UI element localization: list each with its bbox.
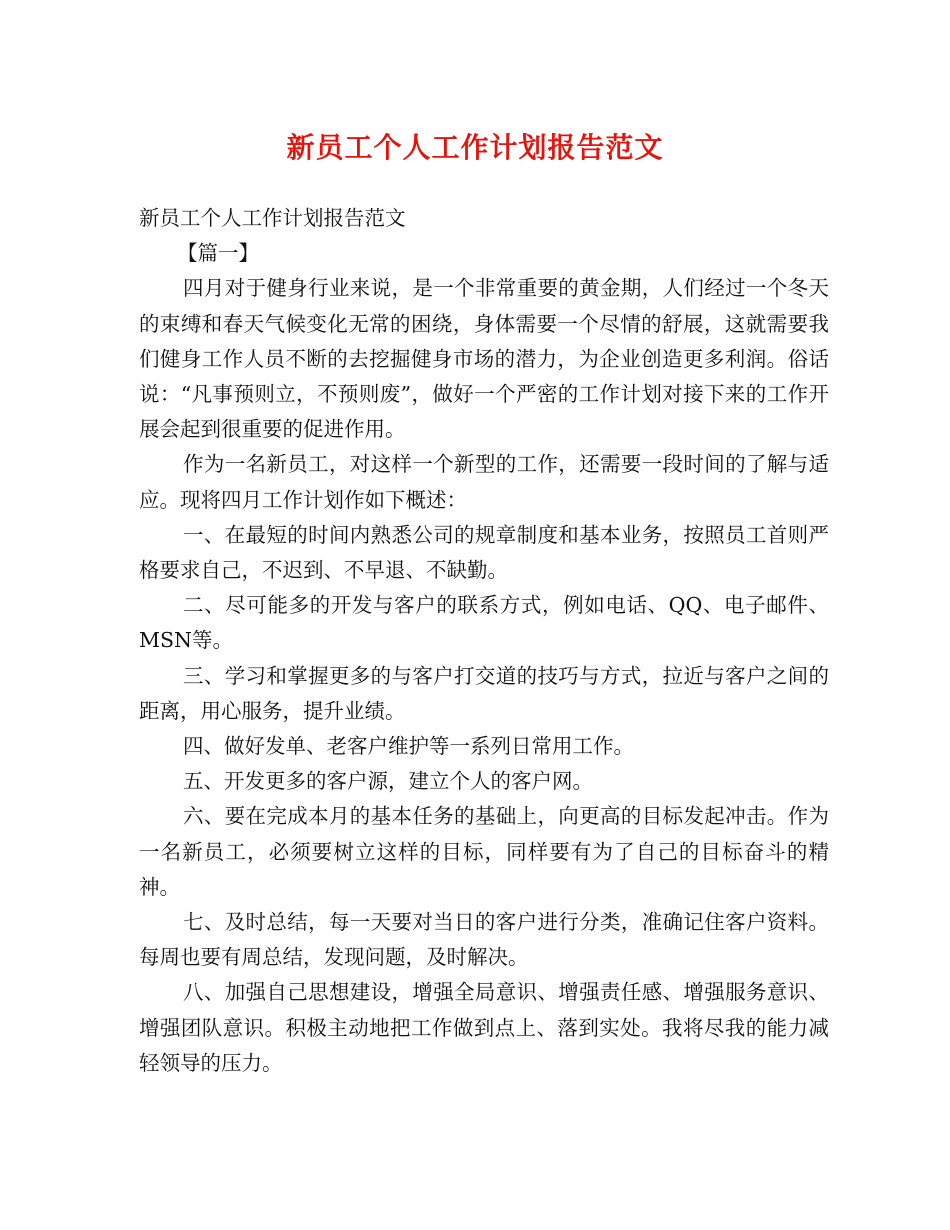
paragraph-intro: 四月对于健身行业来说，是一个非常重要的黄金期，人们经过一个冬天的束缚和春天气候变化无常的困绕，身体需要一个尽情的舒展，这就需要我们健身工作人员不断的去挖掘健身市场的潜力，为企业创造更多利润。俗话说：“凡事预则立，不预则废”，做好一个严密的工作计划对接下来的工作开展会起到很重要的促进作用。 — [139, 276, 829, 442]
document-body — [139, 201, 829, 1081]
paragraph-item-8: 八、加强自己思想建设，增强全局意识、增强责任感、增强服务意识、增强团队意识。积极主动地把工作做到点上、落到实处。我将尽我的能力减轻领导的压力。 — [139, 980, 829, 1075]
document-title: 新员工个人工作计划报告范文 — [286, 131, 664, 164]
paragraph-item-3: 三、学习和掌握更多的与客户打交道的技巧与方式，拉近与客户之间的距离，用心服务，提升业绩。 — [139, 663, 829, 723]
section-marker: 【篇一】 — [177, 241, 259, 266]
paragraph-item-7: 七、及时总结，每一天要对当日的客户进行分类，准确记住客户资料。每周也要有周总结，发现问题，及时解决。 — [139, 910, 829, 970]
paragraph-item-4: 四、做好发单、老客户维护等一系列日常用工作。 — [183, 734, 634, 759]
paragraph-overview: 作为一名新员工，对这样一个新型的工作，还需要一段时间的了解与适应。现将四月工作计划作如下概述： — [139, 452, 829, 512]
paragraph-item-5: 五、开发更多的客户源，建立个人的客户网。 — [183, 769, 593, 794]
paragraph-item-6: 六、要在完成本月的基本任务的基础上，向更高的目标发起冲击。作为一名新员工，必须要树立这样的目标，同样要有为了自己的目标奋斗的精神。 — [139, 804, 829, 899]
document-subtitle: 新员工个人工作计划报告范文 — [139, 206, 406, 230]
paragraph-item-2: 二、尽可能多的开发与客户的联系方式，例如电话、QQ、电子邮件、MSN等。 — [139, 593, 829, 653]
paragraph-item-1: 一、在最短的时间内熟悉公司的规章制度和基本业务，按照员工首则严格要求自己，不迟到、不早退、不缺勤。 — [139, 522, 829, 583]
